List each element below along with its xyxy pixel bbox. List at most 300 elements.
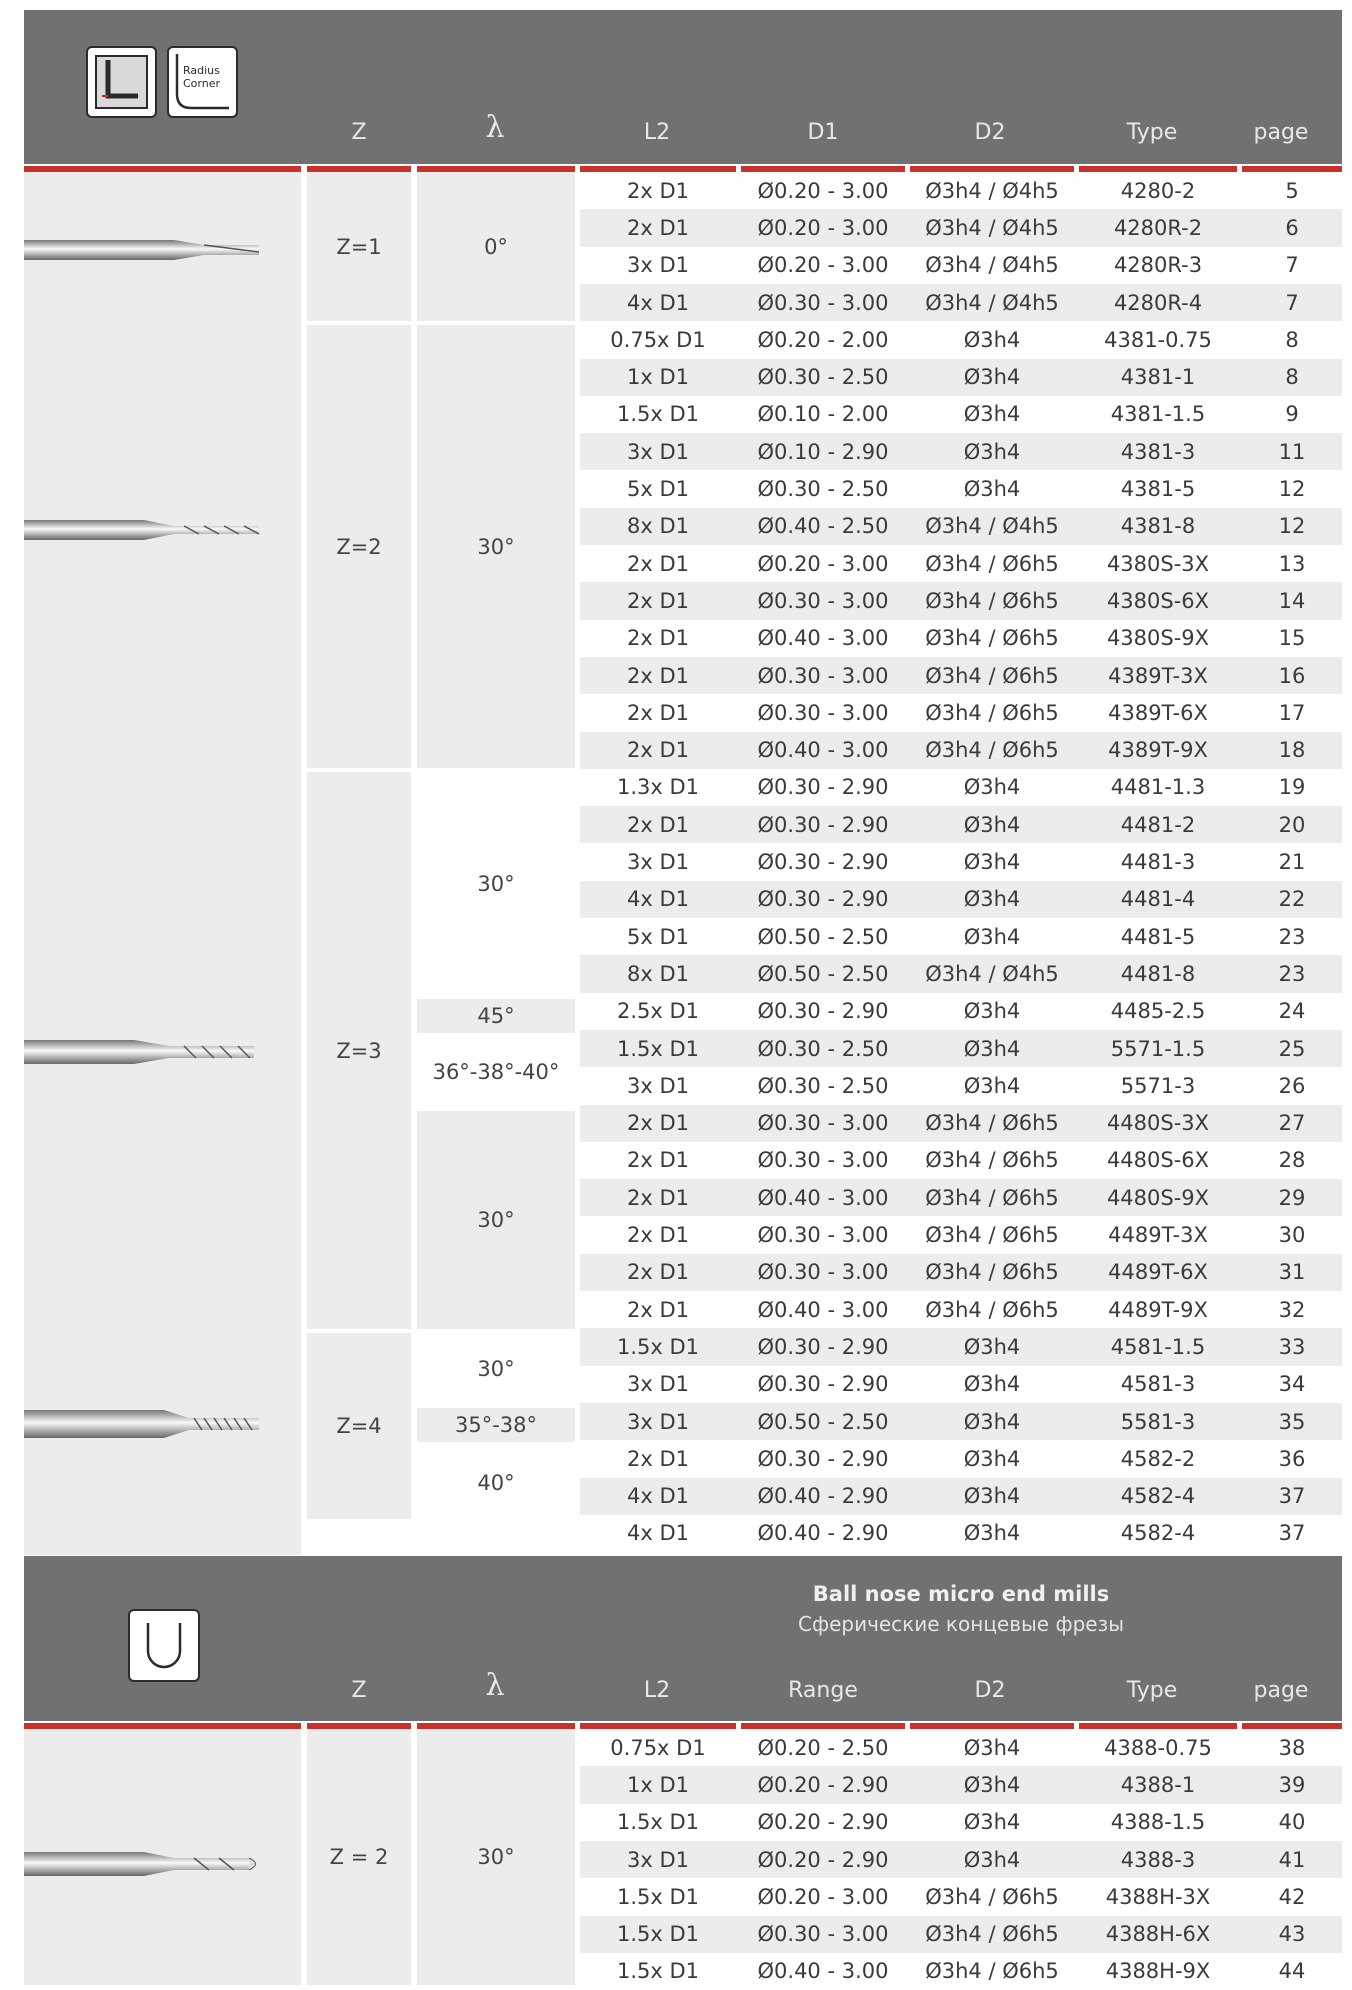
cell-d1: Ø0.30 - 3.00 [757, 1148, 889, 1173]
cell-page: 15 [1278, 626, 1306, 651]
cell-d1: Ø0.20 - 2.00 [757, 327, 889, 352]
cell-d2: Ø3h4 [963, 1484, 1021, 1509]
cell-type: 5571-1.5 [1110, 1036, 1206, 1061]
cell-d1: Ø0.20 - 3.00 [757, 178, 889, 203]
lambda-group-cell: 30° [417, 1111, 575, 1329]
table-row [580, 1478, 1342, 1515]
table-row [580, 657, 1342, 694]
cell-d1: Ø0.40 - 2.50 [757, 514, 889, 539]
cell-d2: Ø3h4 [963, 439, 1021, 464]
cell-type: 4381-8 [1120, 514, 1196, 539]
table-row [580, 582, 1342, 619]
header-d2: D2 [974, 1678, 1006, 1703]
header-z: Z [351, 120, 367, 145]
cell-page: 32 [1278, 1297, 1306, 1322]
cell-d2: Ø3h4 [963, 1810, 1021, 1835]
cell-page: 39 [1278, 1772, 1306, 1797]
cell-d1: Ø0.30 - 3.00 [757, 700, 889, 725]
cell-l2: 1.3x D1 [616, 775, 700, 800]
cell-type: 4388-1.5 [1110, 1810, 1206, 1835]
cell-d2: Ø3h4 [963, 775, 1021, 800]
cell-d2: Ø3h4 [963, 1521, 1021, 1546]
end-mill-z1-image [24, 225, 264, 275]
cell-page: 38 [1278, 1735, 1306, 1760]
cell-d2: Ø3h4 [963, 402, 1021, 427]
cell-d2: Ø3h4 / Ø6h5 [925, 1111, 1059, 1136]
lambda-group-cell: 30° [417, 1729, 575, 1985]
cell-type: 4485-2.5 [1110, 999, 1206, 1024]
cell-d1: Ø0.30 - 3.00 [757, 1111, 889, 1136]
cell-page: 20 [1278, 812, 1306, 837]
header-range: Range [788, 1678, 858, 1703]
cell-type: 4388H-6X [1105, 1922, 1211, 1947]
cell-page: 14 [1278, 588, 1306, 613]
cell-d2: Ø3h4 [963, 924, 1021, 949]
cell-l2: 1.5x D1 [616, 1922, 700, 1947]
cell-d1: Ø0.40 - 3.00 [757, 1185, 889, 1210]
cell-l2: 2x D1 [627, 738, 689, 763]
cell-l2: 1.5x D1 [616, 1036, 700, 1061]
table-row [580, 1216, 1342, 1253]
cell-l2: 3x D1 [627, 253, 689, 278]
table-row [580, 1254, 1342, 1291]
lambda-group-cell: 36°-38°-40° [417, 1037, 575, 1107]
cell-l2: 2x D1 [627, 626, 689, 651]
cell-type: 4582-4 [1120, 1521, 1196, 1546]
cell-d2: Ø3h4 / Ø4h5 [925, 961, 1059, 986]
table-row [580, 620, 1342, 657]
cell-type: 4280-2 [1120, 178, 1196, 203]
cell-d2: Ø3h4 [963, 887, 1021, 912]
cell-type: 4381-1.5 [1110, 402, 1206, 427]
cell-d1: Ø0.20 - 2.90 [757, 1810, 889, 1835]
table-row [580, 881, 1342, 918]
cell-d2: Ø3h4 [963, 477, 1021, 502]
cell-d2: Ø3h4 / Ø6h5 [925, 663, 1059, 688]
cell-l2: 3x D1 [627, 1372, 689, 1397]
tool-image-panel [24, 172, 301, 1555]
cell-d1: Ø0.20 - 3.00 [757, 253, 889, 278]
end-mill-z2-image [24, 506, 264, 556]
table-row [580, 284, 1342, 321]
cell-page: 23 [1278, 924, 1306, 949]
cell-page: 5 [1285, 178, 1299, 203]
cell-l2: 1.5x D1 [616, 1884, 700, 1909]
cell-l2: 1.5x D1 [616, 1334, 700, 1359]
table-row [580, 508, 1342, 545]
cell-type: 4489T-3X [1108, 1223, 1208, 1248]
cell-d2: Ø3h4 / Ø6h5 [925, 551, 1059, 576]
cell-d2: Ø3h4 / Ø6h5 [925, 1185, 1059, 1210]
header-type: Type [1126, 120, 1178, 145]
z-group-cell: Z = 2 [307, 1729, 411, 1985]
cell-d1: Ø0.30 - 2.90 [757, 850, 889, 875]
cell-type: 4380S-6X [1106, 588, 1210, 613]
cell-d1: Ø0.30 - 2.90 [757, 887, 889, 912]
cell-d1: Ø0.30 - 2.90 [757, 812, 889, 837]
cell-l2: 2x D1 [627, 812, 689, 837]
cell-l2: 2x D1 [627, 1297, 689, 1322]
cell-page: 19 [1278, 775, 1306, 800]
cell-d1: Ø0.40 - 3.00 [757, 1297, 889, 1322]
cell-d2: Ø3h4 [963, 1446, 1021, 1471]
cell-d2: Ø3h4 [963, 1735, 1021, 1760]
table-row [580, 993, 1342, 1030]
cell-d1: Ø0.30 - 2.50 [757, 365, 889, 390]
cell-d1: Ø0.30 - 2.50 [757, 1073, 889, 1098]
cell-page: 34 [1278, 1372, 1306, 1397]
header-lambda: λ [485, 110, 505, 145]
table-row [580, 1328, 1342, 1365]
table-row [580, 955, 1342, 992]
cell-page: 13 [1278, 551, 1306, 576]
header-d1: D1 [807, 120, 839, 145]
cell-l2: 2x D1 [627, 551, 689, 576]
table-row [580, 321, 1342, 358]
cell-d1: Ø0.30 - 3.00 [757, 290, 889, 315]
table-row [580, 172, 1342, 209]
cell-type: 4389T-6X [1108, 700, 1208, 725]
header-type: Type [1126, 1678, 1178, 1703]
cell-type: 4388-1 [1120, 1772, 1196, 1797]
cell-l2: 1.5x D1 [616, 1959, 700, 1984]
cell-type: 4280R-4 [1113, 290, 1203, 315]
cell-page: 33 [1278, 1334, 1306, 1359]
header-l2: L2 [643, 120, 671, 145]
cell-d2: Ø3h4 [963, 812, 1021, 837]
cell-d1: Ø0.40 - 3.00 [757, 1959, 889, 1984]
cell-type: 4582-4 [1120, 1484, 1196, 1509]
cell-page: 26 [1278, 1073, 1306, 1098]
table-row [580, 732, 1342, 769]
cell-d1: Ø0.20 - 2.90 [757, 1847, 889, 1872]
cell-page: 24 [1278, 999, 1306, 1024]
cell-d1: Ø0.20 - 3.00 [757, 215, 889, 240]
cell-d2: Ø3h4 [963, 1073, 1021, 1098]
cell-type: 4381-1 [1120, 365, 1196, 390]
cell-type: 4581-3 [1120, 1372, 1196, 1397]
cell-type: 4481-3 [1120, 850, 1196, 875]
cell-page: 37 [1278, 1484, 1306, 1509]
header-l2: L2 [643, 1678, 671, 1703]
cell-d2: Ø3h4 [963, 365, 1021, 390]
cell-type: 4381-3 [1120, 439, 1196, 464]
cell-type: 4481-4 [1120, 887, 1196, 912]
lambda-group-cell: 0° [417, 172, 575, 321]
cell-d1: Ø0.30 - 3.00 [757, 1922, 889, 1947]
cell-page: 8 [1285, 365, 1299, 390]
cell-l2: 3x D1 [627, 439, 689, 464]
cell-page: 37 [1278, 1521, 1306, 1546]
cell-l2: 3x D1 [627, 1073, 689, 1098]
cell-l2: 3x D1 [627, 1409, 689, 1434]
cell-page: 7 [1285, 253, 1299, 278]
cell-d2: Ø3h4 / Ø4h5 [925, 253, 1059, 278]
cell-l2: 5x D1 [627, 477, 689, 502]
cell-d1: Ø0.20 - 3.00 [757, 1884, 889, 1909]
ball-nose-glyph [130, 1611, 198, 1680]
cell-d2: Ø3h4 / Ø6h5 [925, 1223, 1059, 1248]
radius-corner-cutter-icon [167, 46, 238, 118]
cell-type: 4380S-3X [1106, 551, 1210, 576]
header-d2: D2 [974, 120, 1006, 145]
cell-page: 23 [1278, 961, 1306, 986]
cell-d2: Ø3h4 [963, 1772, 1021, 1797]
cell-type: 4389T-9X [1108, 738, 1208, 763]
cell-l2: 4x D1 [627, 1484, 689, 1509]
cell-d2: Ø3h4 / Ø6h5 [925, 738, 1059, 763]
cell-type: 5581-3 [1120, 1409, 1196, 1434]
cell-d2: Ø3h4 [963, 999, 1021, 1024]
lambda-group-cell: 40° [417, 1446, 575, 1519]
cell-l2: 2x D1 [627, 1446, 689, 1471]
header-lambda: λ [485, 1668, 505, 1703]
cell-page: 18 [1278, 738, 1306, 763]
cell-page: 8 [1285, 327, 1299, 352]
cell-page: 44 [1278, 1959, 1306, 1984]
cell-d2: Ø3h4 / Ø6h5 [925, 1884, 1059, 1909]
cell-page: 22 [1278, 887, 1306, 912]
cell-d1: Ø0.40 - 3.00 [757, 738, 889, 763]
cell-d1: Ø0.30 - 2.90 [757, 1446, 889, 1471]
cell-d1: Ø0.50 - 2.50 [757, 961, 889, 986]
cell-l2: 2x D1 [627, 588, 689, 613]
cell-d2: Ø3h4 [963, 327, 1021, 352]
cell-page: 29 [1278, 1185, 1306, 1210]
cell-d1: Ø0.30 - 2.90 [757, 775, 889, 800]
cell-l2: 2x D1 [627, 1148, 689, 1173]
cell-l2: 1x D1 [627, 365, 689, 390]
cell-type: 4280R-3 [1113, 253, 1203, 278]
cell-type: 4481-8 [1120, 961, 1196, 986]
cell-type: 4480S-9X [1106, 1185, 1210, 1210]
table-row [580, 396, 1342, 433]
table-row [580, 247, 1342, 284]
table-row [580, 1105, 1342, 1142]
table-row [580, 1766, 1342, 1803]
cell-type: 4480S-6X [1106, 1148, 1210, 1173]
table-row [580, 470, 1342, 507]
section2-subtitle: Сферические концевые фрезы [798, 1612, 1124, 1636]
cell-l2: 8x D1 [627, 514, 689, 539]
cell-type: 4381-0.75 [1104, 327, 1212, 352]
cell-l2: 8x D1 [627, 961, 689, 986]
lambda-group-cell: 45° [417, 999, 575, 1033]
cell-d2: Ø3h4 / Ø6h5 [925, 588, 1059, 613]
cell-page: 16 [1278, 663, 1306, 688]
cell-type: 4381-5 [1120, 477, 1196, 502]
cell-type: 4380S-9X [1106, 626, 1210, 651]
cell-page: 41 [1278, 1847, 1306, 1872]
table-row [580, 1030, 1342, 1067]
lambda-group-cell: 30° [417, 1333, 575, 1404]
cell-d2: Ø3h4 [963, 1334, 1021, 1359]
cell-type: 4489T-9X [1108, 1297, 1208, 1322]
cell-l2: 2x D1 [627, 1185, 689, 1210]
cell-d2: Ø3h4 [963, 850, 1021, 875]
cell-l2: 2x D1 [627, 1223, 689, 1248]
cell-type: 4280R-2 [1113, 215, 1203, 240]
cell-d2: Ø3h4 / Ø4h5 [925, 178, 1059, 203]
square-corner-cutter-icon [86, 46, 157, 118]
cell-page: 40 [1278, 1810, 1306, 1835]
table-row [580, 806, 1342, 843]
cell-page: 9 [1285, 402, 1299, 427]
lambda-group-cell: 30° [417, 772, 575, 995]
table-row [580, 359, 1342, 396]
cell-d2: Ø3h4 / Ø4h5 [925, 290, 1059, 315]
table-row [580, 1841, 1342, 1878]
cell-l2: 4x D1 [627, 887, 689, 912]
cell-d1: Ø0.10 - 2.00 [757, 402, 889, 427]
table-row [580, 545, 1342, 582]
cell-d2: Ø3h4 [963, 1847, 1021, 1872]
cell-type: 4582-2 [1120, 1446, 1196, 1471]
cell-page: 43 [1278, 1922, 1306, 1947]
cell-d1: Ø0.40 - 2.90 [757, 1484, 889, 1509]
table-row [580, 1291, 1342, 1328]
cell-d1: Ø0.30 - 3.00 [757, 663, 889, 688]
z-group-cell: Z=1 [307, 172, 411, 321]
cell-l2: 2x D1 [627, 700, 689, 725]
cell-l2: 2.5x D1 [616, 999, 700, 1024]
cell-l2: 1.5x D1 [616, 1810, 700, 1835]
cell-type: 4481-5 [1120, 924, 1196, 949]
cell-d2: Ø3h4 [963, 1372, 1021, 1397]
ball-nose-mill-image [24, 1840, 264, 1890]
header-page: page [1253, 1678, 1309, 1703]
cell-d1: Ø0.20 - 3.00 [757, 551, 889, 576]
cell-l2: 1.5x D1 [616, 402, 700, 427]
header-page: page [1253, 120, 1309, 145]
cell-l2: 3x D1 [627, 850, 689, 875]
cell-d1: Ø0.40 - 3.00 [757, 626, 889, 651]
radius-corner-label: Radius Corner [183, 64, 221, 90]
table-row [580, 694, 1342, 731]
table-row [580, 918, 1342, 955]
table-row [580, 1067, 1342, 1104]
cell-d2: Ø3h4 / Ø6h5 [925, 1922, 1059, 1947]
cell-d1: Ø0.30 - 3.00 [757, 588, 889, 613]
lambda-group-cell: 35°-38° [417, 1408, 575, 1442]
table-row [580, 1953, 1342, 1990]
cell-page: 30 [1278, 1223, 1306, 1248]
cell-l2: 0.75x D1 [610, 327, 706, 352]
cell-d1: Ø0.30 - 3.00 [757, 1223, 889, 1248]
table-row [580, 1440, 1342, 1477]
square-corner-glyph [88, 48, 155, 116]
cell-l2: 2x D1 [627, 663, 689, 688]
cell-type: 4581-1.5 [1110, 1334, 1206, 1359]
cell-type: 4481-1.3 [1110, 775, 1206, 800]
cell-type: 4489T-6X [1108, 1260, 1208, 1285]
cell-page: 7 [1285, 290, 1299, 315]
cell-l2: 2x D1 [627, 178, 689, 203]
cell-d1: Ø0.30 - 2.50 [757, 1036, 889, 1061]
ball-nose-cutter-icon [128, 1609, 200, 1682]
lambda-group-cell: 30° [417, 325, 575, 768]
table-row [580, 1515, 1342, 1552]
end-mill-z3-image [24, 1028, 264, 1078]
end-mill-z4-image [24, 1400, 264, 1450]
cell-type: 4389T-3X [1108, 663, 1208, 688]
table-row [580, 1804, 1342, 1841]
cell-d2: Ø3h4 / Ø6h5 [925, 700, 1059, 725]
cell-page: 31 [1278, 1260, 1306, 1285]
section2-title: Ball nose micro end mills [812, 1582, 1110, 1606]
cell-type: 4481-2 [1120, 812, 1196, 837]
table-row [580, 1366, 1342, 1403]
cell-l2: 3x D1 [627, 1847, 689, 1872]
cell-page: 21 [1278, 850, 1306, 875]
z-group-cell: Z=4 [307, 1333, 411, 1519]
cell-page: 11 [1278, 439, 1306, 464]
cell-page: 17 [1278, 700, 1306, 725]
cell-d2: Ø3h4 / Ø4h5 [925, 514, 1059, 539]
table-row [580, 209, 1342, 246]
cell-d2: Ø3h4 / Ø6h5 [925, 1260, 1059, 1285]
cell-l2: 5x D1 [627, 924, 689, 949]
cell-d1: Ø0.40 - 2.90 [757, 1521, 889, 1546]
cell-l2: 0.75x D1 [610, 1735, 706, 1760]
cell-page: 36 [1278, 1446, 1306, 1471]
table-row [580, 1142, 1342, 1179]
cell-d1: Ø0.30 - 2.90 [757, 999, 889, 1024]
cell-page: 28 [1278, 1148, 1306, 1173]
cell-type: 4388-0.75 [1104, 1735, 1212, 1760]
cell-l2: 1x D1 [627, 1772, 689, 1797]
cell-l2: 2x D1 [627, 1260, 689, 1285]
table-row [580, 769, 1342, 806]
z-group-cell: Z=2 [307, 325, 411, 768]
header-z: Z [351, 1678, 367, 1703]
cell-l2: 4x D1 [627, 1521, 689, 1546]
table-row [580, 843, 1342, 880]
table-row [580, 1916, 1342, 1953]
table-row [580, 433, 1342, 470]
cell-d1: Ø0.50 - 2.50 [757, 924, 889, 949]
cell-type: 4388-3 [1120, 1847, 1196, 1872]
cell-page: 12 [1278, 477, 1306, 502]
cell-d1: Ø0.10 - 2.90 [757, 439, 889, 464]
cell-l2: 2x D1 [627, 1111, 689, 1136]
cell-type: 4388H-3X [1105, 1884, 1211, 1909]
cell-page: 42 [1278, 1884, 1306, 1909]
cell-d1: Ø0.30 - 3.00 [757, 1260, 889, 1285]
cell-d2: Ø3h4 [963, 1409, 1021, 1434]
cell-type: 4480S-3X [1106, 1111, 1210, 1136]
cell-d2: Ø3h4 / Ø4h5 [925, 215, 1059, 240]
table-row [580, 1179, 1342, 1216]
cell-d2: Ø3h4 [963, 1036, 1021, 1061]
cell-page: 27 [1278, 1111, 1306, 1136]
cell-d2: Ø3h4 / Ø6h5 [925, 1959, 1059, 1984]
table-row [580, 1729, 1342, 1766]
cell-d2: Ø3h4 / Ø6h5 [925, 1148, 1059, 1173]
cell-d2: Ø3h4 / Ø6h5 [925, 1297, 1059, 1322]
cell-l2: 4x D1 [627, 290, 689, 315]
cell-d1: Ø0.50 - 2.50 [757, 1409, 889, 1434]
table-row [580, 1878, 1342, 1915]
cell-d1: Ø0.30 - 2.90 [757, 1334, 889, 1359]
cell-d2: Ø3h4 / Ø6h5 [925, 626, 1059, 651]
cell-page: 12 [1278, 514, 1306, 539]
cell-d1: Ø0.20 - 2.50 [757, 1735, 889, 1760]
cell-type: 4388H-9X [1105, 1959, 1211, 1984]
cell-l2: 2x D1 [627, 215, 689, 240]
cell-page: 35 [1278, 1409, 1306, 1434]
cell-d1: Ø0.30 - 2.50 [757, 477, 889, 502]
